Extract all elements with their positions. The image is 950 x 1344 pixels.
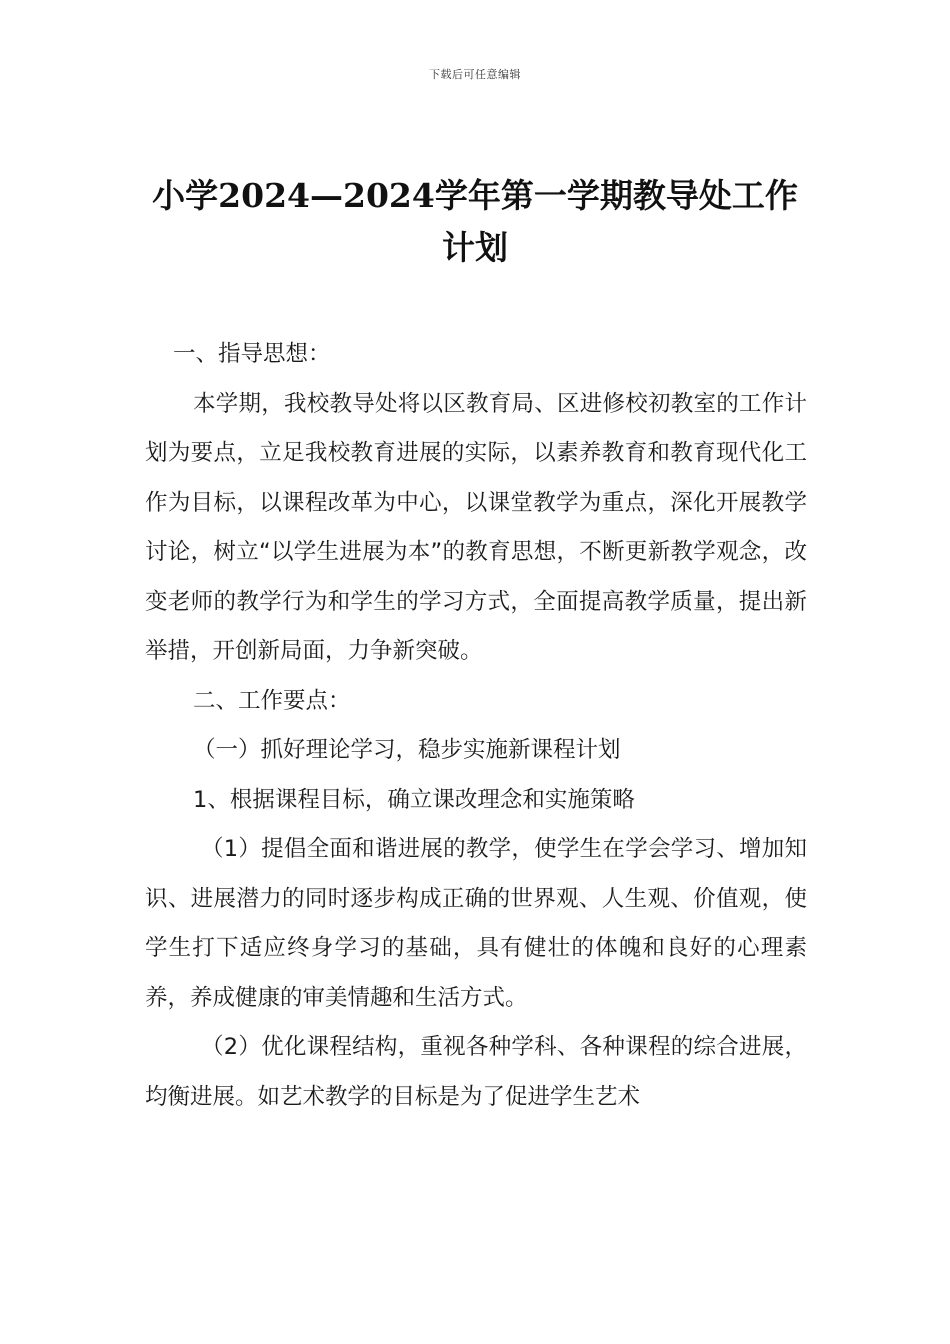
header-note: 下载后可任意编辑 xyxy=(429,68,521,81)
section-heading-guiding-ideology: 一、指导思想： xyxy=(173,341,331,367)
subsection-heading-theory-study: （一）抓好理论学习，稳步实施新课程计划 xyxy=(193,737,621,763)
title-line-2: 计划 xyxy=(442,228,508,267)
document-title xyxy=(140,170,810,274)
document-body xyxy=(145,330,807,1122)
section-heading-work-points: 二、工作要点： xyxy=(193,687,351,714)
title-line-1: 小学2024—2024学年第一学期教导处工作 xyxy=(152,176,798,215)
paragraph-item-1: （1）提倡全面和谐进展的教学，使学生在学会学习、增加知识、进展潜力的同时逐步构成正确的世界观、人生观、价值观，使学生打下适应终身学习的基础，具有健壮的体魄和良好的心理素养，养成健康的审美情趣和生活方式。 xyxy=(145,836,807,1011)
paragraph-guiding-ideology: 本学期，我校教导处将以区教育局、区进修校初教室的工作计划为要点，立足我校教育进展的实际，以素养教育和教育现代化工作为目标，以课程改革为中心，以课堂教学为重点，深化开展教学讨论，树立“以学生进展为本”的教育思想，不断更新教学观念，改变老师的教学行为和学生的学习方式，全面提高教学质量，提出新举措，开创新局面，力争新突破。 xyxy=(145,390,807,664)
paragraph-item-2: （2）优化课程结构，重视各种学科、各种课程的综合进展，均衡进展。如艺术教学的目标是为了促进学生艺术 xyxy=(145,1034,807,1110)
item-heading-curriculum-goals: 1、根据课程目标，确立课改理念和实施策略 xyxy=(193,786,635,813)
